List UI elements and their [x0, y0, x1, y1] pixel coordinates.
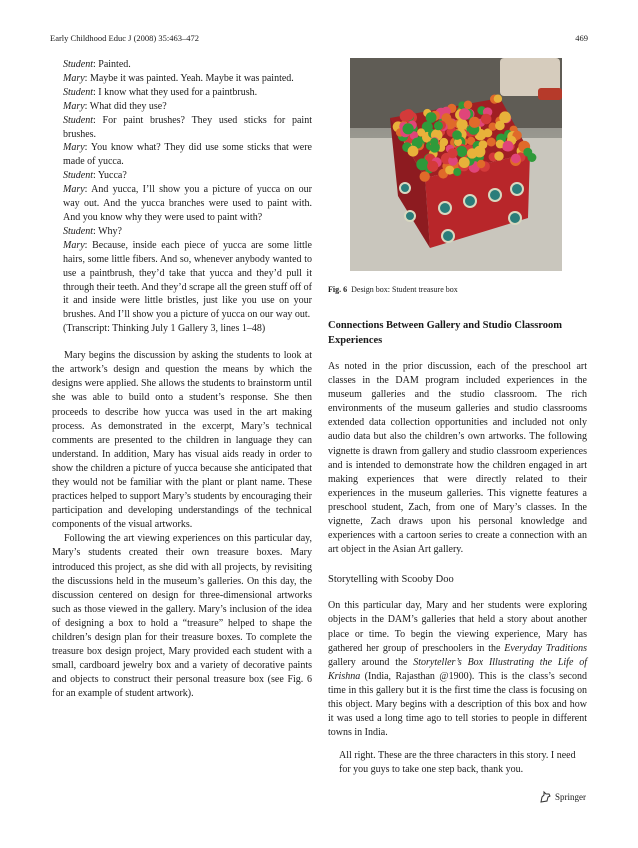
left-body	[52, 349, 312, 701]
right-column	[328, 58, 587, 777]
pompom	[426, 112, 437, 123]
dialogue-line: Student: I know what they used for a paintbrush.	[63, 86, 258, 98]
figure-caption-text: Design box: Student treasure box	[351, 285, 458, 294]
figure-caption	[328, 285, 587, 294]
pompom	[453, 168, 461, 176]
pompom	[477, 160, 485, 168]
dialogue-excerpt	[63, 58, 312, 336]
pompom	[481, 114, 492, 125]
running-header	[50, 30, 588, 46]
dialogue-line: Student: Why?	[63, 225, 122, 237]
gem	[405, 211, 415, 221]
pompom	[420, 171, 430, 181]
transcript-reference: (Transcript: Thinking July 1 Gallery 3, lines 1–48)	[63, 323, 266, 335]
pompom	[487, 138, 496, 147]
pompom	[445, 166, 454, 175]
section-heading: Connections Between Gallery and Studio Classroom Experiences	[328, 320, 563, 346]
journal-citation: Early Childhood Educ J (2008) 35:463–472	[50, 33, 199, 43]
subsection-body	[328, 599, 587, 740]
gem	[509, 212, 521, 224]
paragraph-text: Following the art viewing experiences on this particular day, Mary’s students created their own treasure boxes. Mary introduced this project, as she did with all projects, by revisiting the discussions held in the museum’s galleries. On this day, the discussion centered on design for three-dimensional artworks such as those viewed in the gallery. Mary’s inclusion of the idea of designing a box to hold a “treasure” helped to shape the children’s design plan for their treasure boxes. To complete the treasure box design project, Mary provided each student with a small, cardboard jewelry box and a variety of decorative paints and objects to construct their personal treasure box (see Fig. 6 for an example of student artwork).	[52, 533, 312, 700]
treasure-box-illustration	[350, 58, 562, 271]
figure-photo	[350, 58, 562, 271]
left-column	[52, 58, 312, 701]
block-quote: All right. These are the three characters in this story. I need for you guys to take one step back, thank you.	[339, 750, 576, 776]
dialogue-line: Mary: What did they use?	[63, 100, 167, 112]
pompom	[440, 138, 448, 146]
pompom	[456, 146, 467, 157]
dialogue-line: Mary: You know what? They did use some sticks that were made of yucca.	[63, 142, 312, 168]
pompom	[474, 146, 486, 158]
publisher-name: Springer	[555, 792, 586, 802]
section-body	[328, 360, 587, 557]
paragraph: On this particular day, Mary and her students were exploring objects in the DAM’s galleries that held a story about another place or time. To begin the viewing experience, Mary has gathered her group of preschoolers in the Everyday Traditions gallery around the Storyteller’s Box Illustrating the Life of Krishna (India, Rajasthan @1900). This is the class’s second time in this gallery but it is the first time the class is focusing on this object. Mary begins with a description of this box and how it was used a long time ago to tell stories to people in different towns in India.	[328, 600, 587, 739]
dialogue-line: Mary: And yucca, I’ll show you a picture of yucca on our way out. And the yucca branches were used to paint with. And you know why they were used to paint with?	[63, 184, 312, 223]
pompom	[494, 95, 502, 103]
pompom	[457, 119, 468, 130]
gem	[442, 230, 454, 242]
pompom	[427, 161, 438, 172]
pompom	[494, 151, 503, 160]
pompom	[403, 123, 414, 134]
pompom	[430, 138, 438, 146]
dialogue-line: Student: Yucca?	[63, 170, 127, 182]
springer-horse-icon	[538, 790, 552, 804]
pompom	[400, 111, 411, 122]
dialogue-line: Student: For paint brushes? They used sticks for paint brushes.	[63, 114, 312, 140]
paragraph: Mary begins the discussion by asking the students to look at the artwork’s design and question the means by which the designs were applied. She allows the students to brainstorm until she was able to build onto a student’s response. She then proceeds to describe how yucca was used in the art making process. As demonstrated in the excerpt, Mary’s technical comments are presented to the children in language they can understand. In addition, Mary has visual aids ready in order to show the children a picture of yucca because she anticipated that they would not be familiar with the plant or plant name. These practices helped to support Mary’s students by encouraging their participation and developing understandings of the technical components of the visual artworks.	[52, 350, 312, 531]
figure-label: Fig. 6	[328, 285, 348, 294]
dialogue-line: Student: Painted.	[63, 59, 131, 70]
paragraph	[52, 532, 312, 701]
pompom	[408, 146, 419, 157]
gem	[511, 183, 523, 195]
pompom	[499, 111, 511, 123]
pompom	[459, 157, 470, 168]
pompom	[417, 128, 425, 136]
pompom	[469, 117, 480, 128]
pompom	[459, 108, 471, 120]
gem	[489, 189, 501, 201]
pompom	[416, 158, 428, 170]
pompom	[448, 148, 458, 158]
dialogue-line: Mary: Maybe it was painted. Yeah. Maybe it was painted.	[63, 72, 294, 84]
page-number: 469	[575, 33, 588, 43]
gem	[464, 195, 476, 207]
pompom	[503, 141, 514, 152]
pompom	[464, 101, 473, 110]
pompom	[527, 153, 536, 162]
gem	[439, 202, 451, 214]
gem	[400, 183, 410, 193]
subsection-heading: Storytelling with Scooby Doo	[328, 574, 454, 586]
publisher-footer	[538, 790, 586, 804]
dialogue-line: Mary: Because, inside each piece of yucca are some little hairs, some little fibers. And so, whenever anybody wanted to use a paintbrush, they’d take that yucca and they’d pull it through their teeth. And they’d scrape all the green stuff off of it and inside were little bristles, just like you use on your brushes. And I’ll show you a picture of yucca on our way out.	[63, 239, 312, 321]
pompom	[511, 154, 521, 164]
pompom	[452, 130, 462, 140]
pompom	[434, 121, 443, 130]
paragraph: As noted in the prior discussion, each of the preschool art classes in the DAM program included experiences in the museum galleries and the studio classroom. The rich environments of the museum galleries and studio classrooms extended data collection opportunities and included not only audio data but also the children’s own artworks. The following vignette is drawn from gallery and studio classroom experiences and is intended to demonstrate how the children engaged in art making experiences that were directly related to their experiences in the museum galleries. This vignette features a preschool student, Zach, from one of Mary’s classes. In the vignette, Zach draws upon his personal knowledge and experiences with a cartoon series to create a connection with an art object in the Asian Art gallery.	[328, 361, 587, 556]
